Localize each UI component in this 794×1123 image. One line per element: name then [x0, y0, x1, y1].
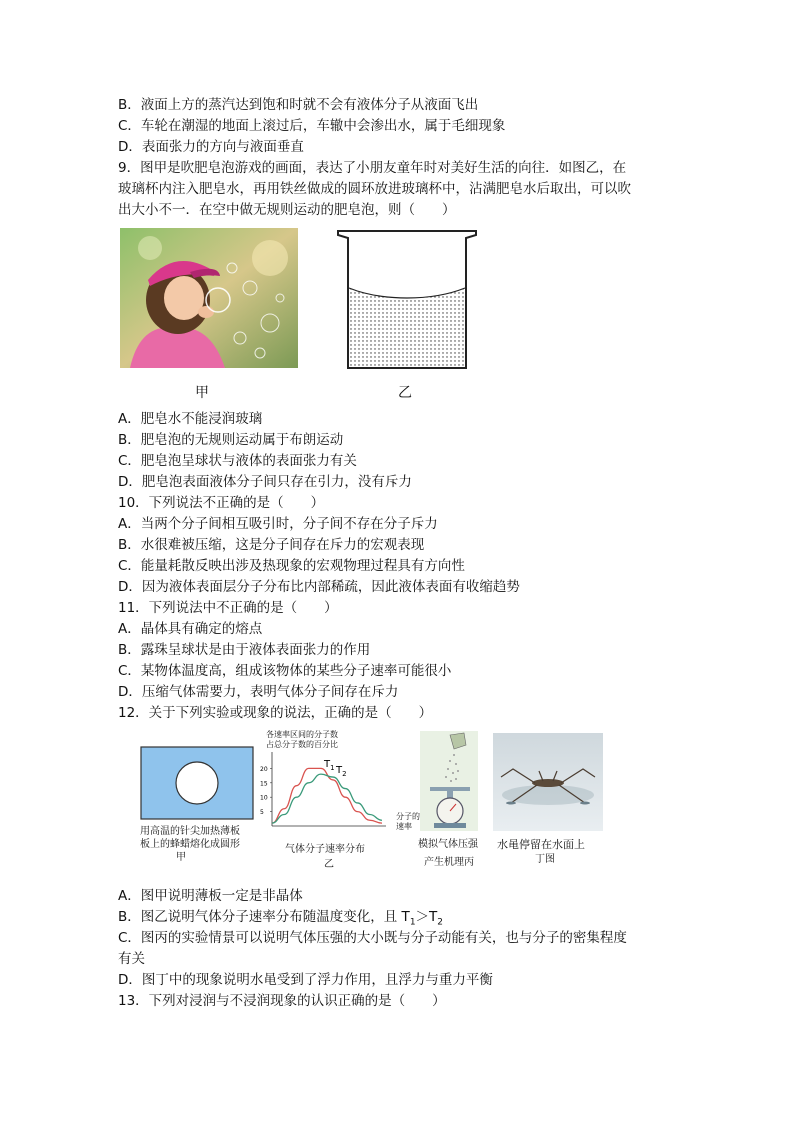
t1-label: $T_1$ [324, 759, 335, 772]
t2-label: $T_2$ [336, 765, 347, 778]
chart-caption: 气体分子速率分布 [285, 844, 365, 855]
chart-caption-2: 乙 [324, 859, 334, 870]
q9-option-d: D．肥皂泡表面液体分子间只存在引力，没有斥力 [118, 474, 412, 490]
chart-series-line-t1 [272, 768, 382, 823]
water-strider-image [493, 733, 603, 831]
water-strider-caption-2: 丁图 [535, 854, 555, 865]
wax-plate-caption-2: 板上的蜂蜡熔化成圆形 [140, 839, 240, 850]
q9-option-b: B．肥皂泡的无规则运动属于布朗运动 [118, 432, 344, 448]
chart-ylabel-2: 占总分子数的百分比 [266, 740, 338, 749]
bubble-girl-photo [120, 228, 298, 368]
q9-stem-line1: 9．图甲是吹肥皂泡游戏的画面，表达了小朋友童年时对美好生活的向往．如图乙，在 [118, 160, 627, 176]
chart-xlabel-2: 速率 [396, 822, 412, 831]
beaker-diagram [334, 228, 480, 372]
chart-ytick-label: 20 [260, 765, 268, 773]
q10-option-c: C．能量耗散反映出涉及热现象的宏观物理过程具有方向性 [118, 558, 465, 574]
q12-option-d: D．图丁中的现象说明水黾受到了浮力作用，且浮力与重力平衡 [118, 972, 493, 988]
q12-option-b: B．图乙说明气体分子速率分布随温度变化，且 $T_1>T_2$ [118, 909, 444, 928]
pressure-model-caption-2: 产生机理丙 [424, 857, 474, 868]
q13-stem: 13．下列对浸润与不浸润现象的认识正确的是（ ） [118, 993, 446, 1009]
chart-series-line-t2 [272, 774, 382, 823]
q8-option-d: D．表面张力的方向与液面垂直 [118, 139, 304, 155]
q12-option-c-line1: C．图丙的实验情景可以说明气体压强的大小既与分子动能有关，也与分子的密集程度 [118, 930, 627, 946]
q11-option-b: B．露珠呈球状是由于液体表面张力的作用 [118, 642, 371, 658]
q9-option-c: C．肥皂泡呈球状与液体的表面张力有关 [118, 453, 357, 469]
q8-option-b: B．液面上方的蒸汽达到饱和时就不会有液体分子从液面飞出 [118, 97, 479, 113]
q12-option-a: A．图甲说明薄板一定是非晶体 [118, 888, 303, 904]
q10-stem: 10．下列说法不正确的是（ ） [118, 495, 325, 511]
water-strider-caption-1: 水黾停留在水面上 [497, 838, 585, 851]
pressure-model-image [420, 731, 478, 831]
speed-distribution-chart [258, 748, 398, 834]
chart-ytick-label: 10 [260, 794, 268, 802]
q9-stem-line2: 玻璃杯内注入肥皂水，再用铁丝做成的圆环放进玻璃杯中，沾满肥皂水后取出，可以吹 [118, 181, 631, 197]
q8-option-c: C．车轮在潮湿的地面上滚过后，车辙中会渗出水，属于毛细现象 [118, 118, 506, 134]
wax-plate-caption-1: 用高温的针尖加热薄板 [140, 826, 240, 837]
q11-option-c: C．某物体温度高，组成该物体的某些分子速率可能很小 [118, 663, 452, 679]
chart-ytick-label: 5 [260, 809, 264, 817]
q12-option-c-line2: 有关 [118, 951, 145, 967]
q9-option-a: A．肥皂水不能浸润玻璃 [118, 411, 263, 427]
wax-plate-diagram [140, 746, 254, 820]
q11-option-d: D．压缩气体需要力，表明气体分子间存在斥力 [118, 684, 399, 700]
pressure-model-caption-1: 模拟气体压强 [418, 839, 478, 850]
q10-option-b: B．水很难被压缩，这是分子间存在斥力的宏观表现 [118, 537, 425, 553]
chart-ylabel-1: 各速率区间的分子数 [266, 730, 338, 739]
chart-ytick-label: 15 [260, 780, 268, 788]
q11-stem: 11．下列说法中不正确的是（ ） [118, 600, 338, 616]
figure-yi-label: 乙 [398, 385, 412, 401]
figure-jia-label: 甲 [195, 385, 209, 401]
chart-xlabel-1: 分子的 [396, 812, 420, 821]
wax-plate-caption-3: 甲 [176, 852, 186, 863]
q9-stem-line3: 出大小不一．在空中做无规则运动的肥皂泡，则（ ） [118, 202, 456, 218]
q12-stem: 12．关于下列实验或现象的说法，正确的是（ ） [118, 705, 433, 721]
q10-option-a: A．当两个分子间相互吸引时，分子间不存在分子斥力 [118, 516, 438, 532]
q10-option-d: D．因为液体表面层分子分布比内部稀疏，因此液体表面有收缩趋势 [118, 579, 520, 595]
q11-option-a: A．晶体具有确定的熔点 [118, 621, 263, 637]
